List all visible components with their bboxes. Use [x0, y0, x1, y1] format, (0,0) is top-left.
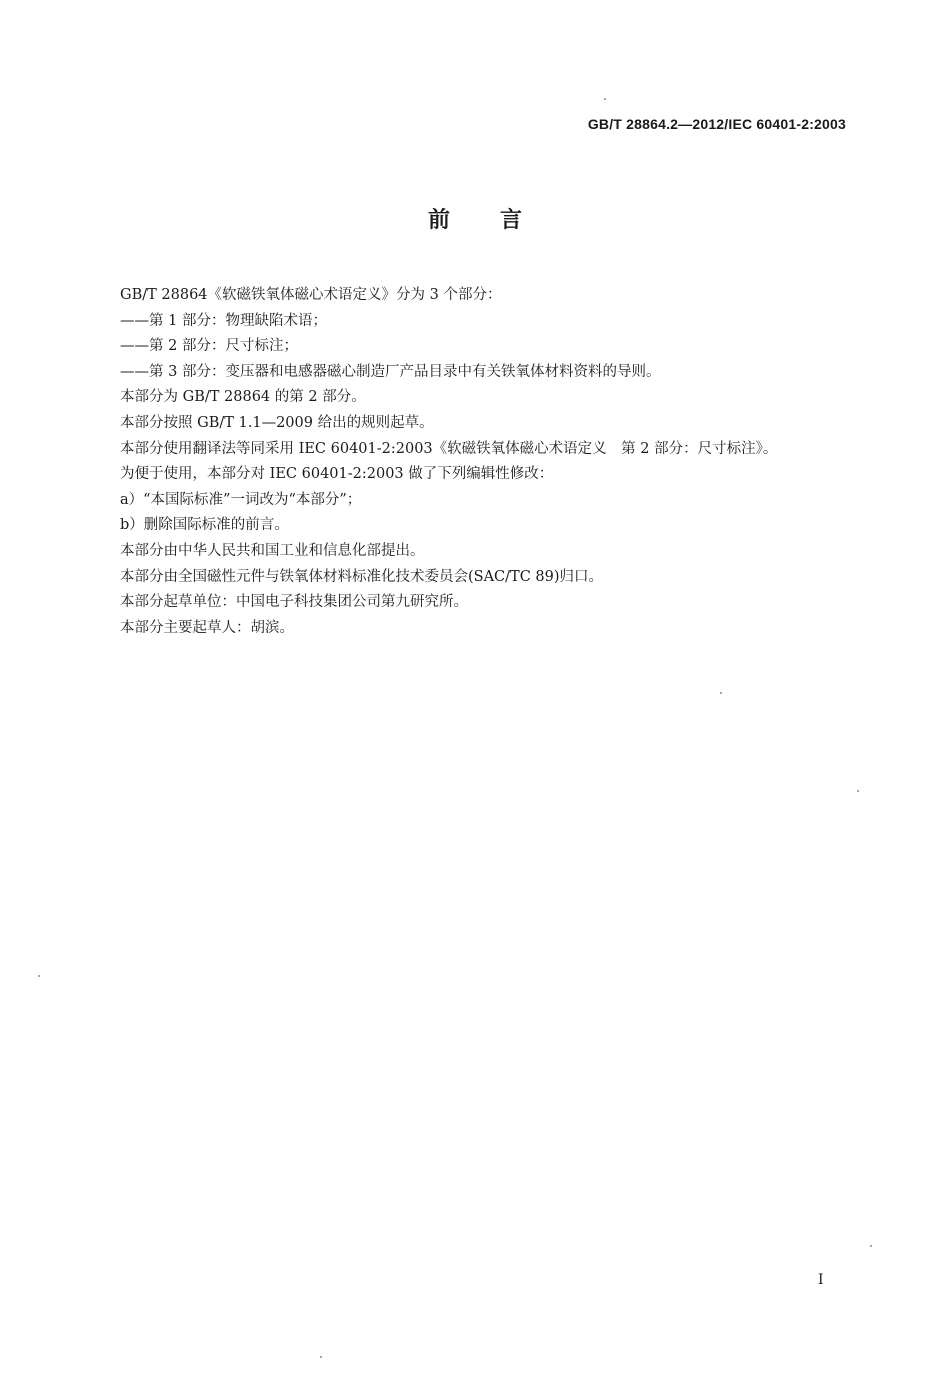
standard-number: GB/T 28864.2—2012/IEC 60401-2:2003	[587, 116, 846, 132]
page-title: 前言	[427, 208, 572, 233]
body-paragraph: 本部分按照 GB/T 1.1—2009 给出的规则起草。	[120, 414, 434, 431]
modification-item: a）“本国际标准”一词改为“本部分”；	[120, 491, 362, 508]
scan-speck	[720, 692, 722, 694]
body-paragraph: 本部分为 GB/T 28864 的第 2 部分。	[120, 389, 366, 406]
page-number: I	[818, 1272, 824, 1288]
scan-speck	[38, 975, 40, 977]
intro-paragraph: GB/T 28864《软磁铁氧体磁心术语定义》分为 3 个部分：	[120, 287, 502, 303]
part-list-item: ——第 1 部分：物理缺陷术语；	[120, 312, 327, 329]
body-paragraph: 本部分使用翻译法等同采用 IEC 60401-2:2003《软磁铁氧体磁心术语定义 第 2 部分：尺寸标注》。	[120, 440, 778, 457]
body-paragraph: 本部分主要起草人：胡滨。	[120, 619, 294, 636]
scan-speck	[320, 1356, 322, 1358]
body-paragraph: 为便于使用，本部分对 IEC 60401-2:2003 做了下列编辑性修改：	[120, 466, 554, 483]
scan-speck	[604, 98, 606, 100]
modification-item: b）删除国际标准的前言。	[120, 517, 289, 534]
part-list-item: ——第 3 部分：变压器和电感器磁心制造厂产品目录中有关铁氧体材料资料的导则。	[120, 363, 661, 380]
scan-speck	[870, 1245, 872, 1247]
body-paragraph: 本部分起草单位：中国电子科技集团公司第九研究所。	[120, 594, 468, 611]
part-list-item: ——第 2 部分：尺寸标注；	[120, 338, 298, 355]
body-paragraph: 本部分由中华人民共和国工业和信息化部提出。	[120, 542, 425, 559]
foreword-body	[120, 283, 920, 641]
scan-speck	[857, 790, 859, 792]
body-paragraph: 本部分由全国磁性元件与铁氧体材料标准化技术委员会(SAC/TC 89)归口。	[120, 568, 604, 585]
